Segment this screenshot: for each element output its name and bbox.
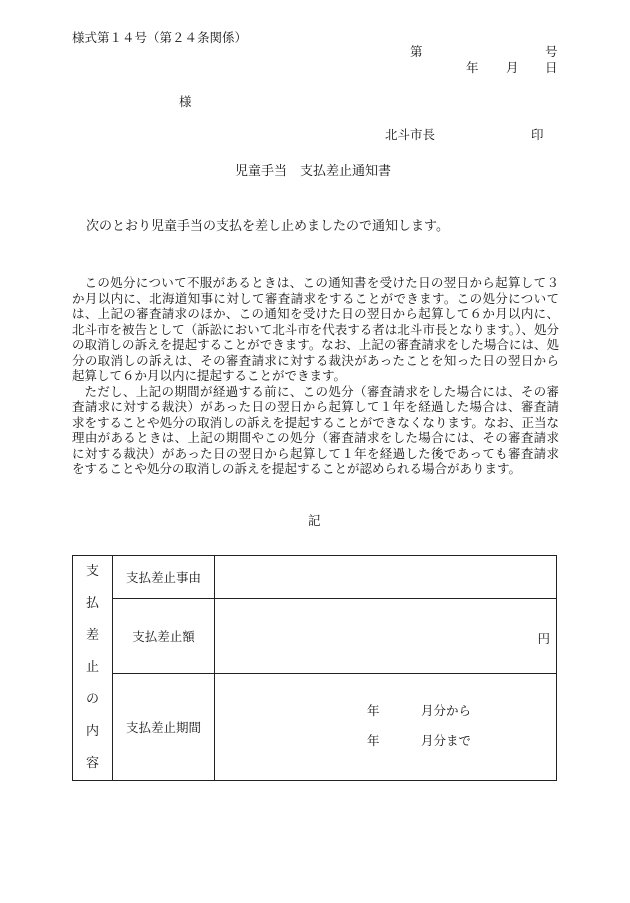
period-value xyxy=(215,674,557,781)
date-month: 月 xyxy=(506,60,519,75)
period-label: 支払差止期間 xyxy=(113,674,215,781)
recipient-honorific: 様 xyxy=(179,94,192,109)
period-to-year: 年 xyxy=(367,733,380,748)
doc-number-prefix: 第 xyxy=(410,44,423,59)
date-day: 日 xyxy=(545,60,558,75)
amount-unit: 円 xyxy=(537,631,550,646)
notice-text: 次のとおり児童手当の支払を差し止めましたので通知します。 xyxy=(86,219,449,234)
issuer-name: 北斗市長 xyxy=(385,127,436,142)
appeal-paragraph: ただし、上記の期間が経過する前に、この処分（審査請求をした場合には、その審査請求に対する裁決）があった日の翌日から起算して１年を経過した場合は、審査請求をすることや処分の取消しの訴えを提起することができなくなります。なお、正当な理由があるときは、上記の期間やこの処分（審査請求をした場合には、その審査請求に対する裁決）があった日の翌日から起算して１年を経過した後であっても審査請求をすることや処分の取消しの訴えを提起することが認められる場合があります。 xyxy=(72,383,559,476)
details-table xyxy=(72,555,557,781)
period-to-month: 月分まで xyxy=(421,733,472,748)
reason-label: 支払差止事由 xyxy=(113,556,215,599)
period-from-month: 月分から xyxy=(421,703,472,718)
doc-number-suffix: 号 xyxy=(545,44,558,59)
section-label-char: の xyxy=(85,692,99,707)
section-label-char: 払 xyxy=(85,596,99,611)
appeal-paragraph: この処分について不服があるときは、この通知書を受けた日の翌日から起算して３か月以内に、北海道知事に対して審査請求をすることができます。この処分については、上記の審査請求のほか、この通知を受けた日の翌日から起算して６か月以内に、北斗市を被告として（訴訟において北斗市を代表する者は北斗市長となります。）、処分の取消しの訴えを提起することができます。なお、上記の審査請求をした場合には、処分の取消しの訴えは、その審査請求に対する裁決があったことを知った日の翌日から起算して６か月以内に提起することができます。 xyxy=(72,275,559,383)
document-title: 児童手当 支払差止通知書 xyxy=(235,164,392,179)
date-year: 年 xyxy=(466,60,479,75)
section-label-vertical xyxy=(73,556,113,781)
section-label-char: 差 xyxy=(85,628,99,643)
appeal-instructions xyxy=(72,275,559,477)
reason-value xyxy=(215,556,557,599)
seal-mark: 印 xyxy=(531,127,544,142)
amount-label: 支払差止額 xyxy=(113,599,215,674)
period-from-year: 年 xyxy=(367,703,380,718)
section-label-char: 容 xyxy=(85,756,99,771)
section-label-char: 支 xyxy=(85,564,99,579)
section-label-char: 止 xyxy=(85,660,99,675)
amount-value xyxy=(215,599,557,674)
form-number: 様式第１４号（第２４条関係） xyxy=(72,30,248,45)
ki-marker: 記 xyxy=(308,513,321,528)
section-label-char: 内 xyxy=(85,724,99,739)
